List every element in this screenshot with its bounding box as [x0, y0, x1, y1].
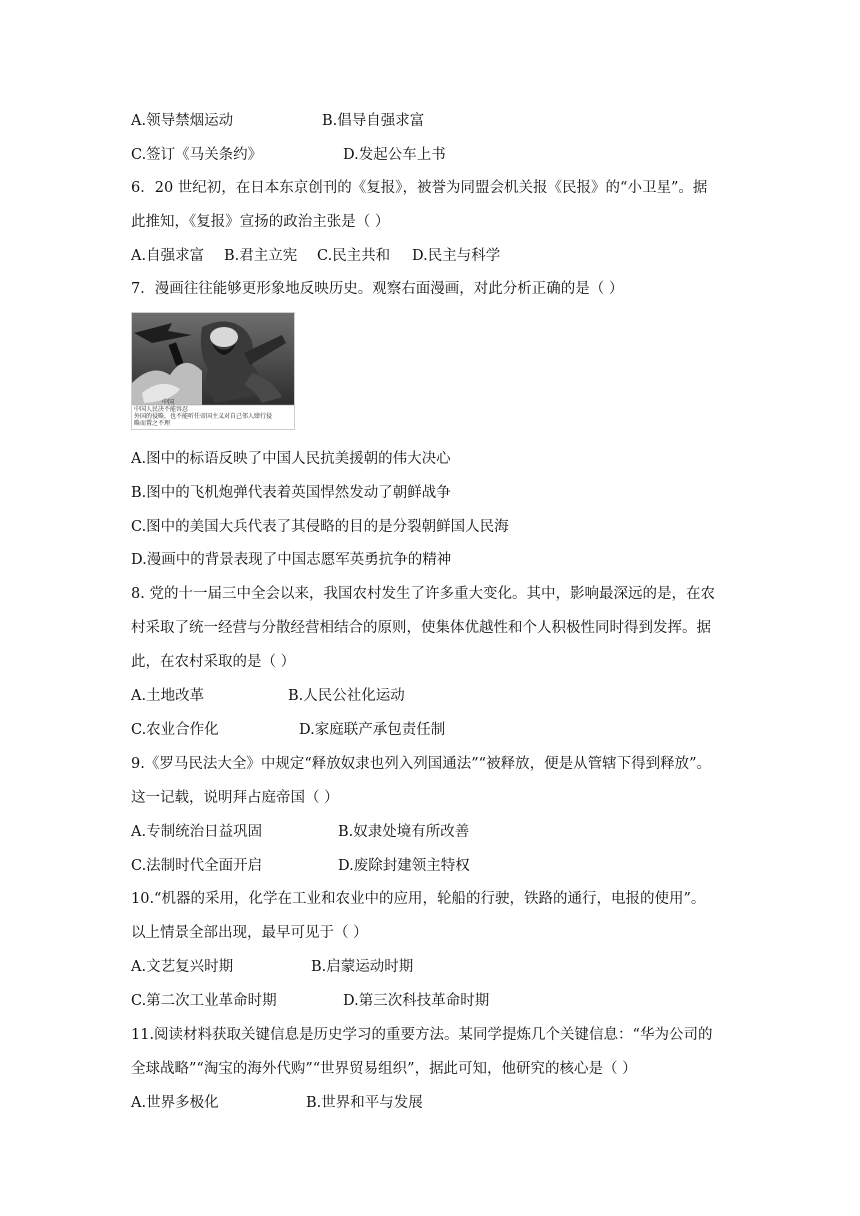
q9-stem-line-2: 这一记载，说明拜占庭帝国（ ）: [131, 790, 339, 806]
q10-option-b: B.启蒙运动时期: [311, 959, 414, 975]
q9-option-d: D.废除封建领主特权: [338, 858, 470, 874]
q7-option-c: C.图中的美国大兵代表了其侵略的目的是分裂朝鲜国人民海: [131, 519, 509, 535]
q7-option-a: A.图中的标语反映了中国人民抗美援朝的伟大决心: [131, 451, 451, 467]
q8-option-c: C.农业合作化: [131, 722, 219, 738]
q8-option-b: B.人民公社化运动: [288, 688, 405, 704]
q8-stem-line-2: 村采取了统一经营与分散经营相结合的原则，使集体优越性和个人积极性同时得到发挥。据: [131, 620, 711, 636]
q8-stem-line-1: 8. 党的十一届三中全会以来，我国农村发生了许多重大变化。其中，影响最深远的是，在农: [131, 586, 715, 602]
q11-stem-line-1: 11.阅读材料获取关键信息是历史学习的重要方法。某同学提炼几个关键信息：“华为公司的: [131, 1027, 713, 1043]
q8-option-d: D.家庭联产承包责任制: [299, 722, 446, 738]
q6-option-c: C.民主共和: [317, 248, 391, 264]
q6-option-a: A.自强求富: [131, 248, 205, 264]
cartoon-caption-line-1: 中国: [162, 399, 175, 406]
q5-option-b: B.倡导自强求富: [322, 113, 425, 129]
q11-stem-line-2: 全球战略”“淘宝的海外代购”“世界贸易组织”，据此可知，他研究的核心是（ ）: [131, 1061, 637, 1077]
q9-option-a: A.专制统治日益巩固: [131, 824, 263, 840]
q7-stem-line-1: 7．漫画往往能够更形象地反映历史。观察右面漫画，对此分析正确的是（ ）: [131, 281, 624, 297]
q5-option-c: C.签订《马关条约》: [131, 147, 263, 163]
q9-option-b: B.奴隶处境有所改善: [338, 824, 470, 840]
q7-option-d: D.漫画中的背景表现了中国志愿军英勇抗争的精神: [131, 552, 452, 568]
q7-option-b: B.图中的飞机炮弹代表着英国悍然发动了朝鲜战争: [131, 485, 451, 501]
q10-stem-line-2: 以上情景全部出现，最早可见于（ ）: [131, 925, 368, 941]
cartoon-caption-line-4: 略而置之不理: [134, 420, 171, 427]
q11-option-b: B.世界和平与发展: [306, 1095, 423, 1111]
q10-stem-line-1: 10.“机器的采用，化学在工业和农业中的应用，轮船的行驶，铁路的通行，电报的使用”。: [131, 891, 706, 907]
cartoon-image: [131, 312, 295, 430]
q8-option-a: A.土地改革: [131, 688, 205, 704]
q6-stem-line-1: 6．20 世纪初，在日本东京创刊的《复报》，被誉为同盟会机关报《民报》的“小卫星”。据: [131, 180, 708, 196]
q6-option-b: B.君主立宪: [224, 248, 298, 264]
q10-option-d: D.第三次科技革命时期: [343, 993, 490, 1009]
q10-option-a: A.文艺复兴时期: [131, 959, 234, 975]
q5-option-a: A.领导禁烟运动: [131, 113, 234, 129]
q10-option-c: C.第二次工业革命时期: [131, 993, 277, 1009]
q9-option-c: C.法制时代全面开启: [131, 858, 263, 874]
cartoon-caption-line-3: 外国的侵略，也不能听任帝国主义对自己邻人肆行侵: [134, 413, 273, 420]
cartoon-caption-line-2: 中国人民决不能容忍: [134, 406, 189, 413]
q8-stem-line-3: 此，在农村采取的是（ ）: [131, 654, 296, 670]
q6-stem-line-2: 此推知，《复报》宣扬的政治主张是（ ）: [131, 214, 390, 230]
q11-option-a: A.世界多极化: [131, 1095, 219, 1111]
q5-option-d: D.发起公车上书: [343, 147, 446, 163]
q9-stem-line-1: 9.《罗马民法大全》中规定“释放奴隶也列入列国通法”“被释放，便是从管辖下得到释放”。: [131, 756, 711, 772]
q6-option-d: D.民主与科学: [412, 248, 501, 264]
